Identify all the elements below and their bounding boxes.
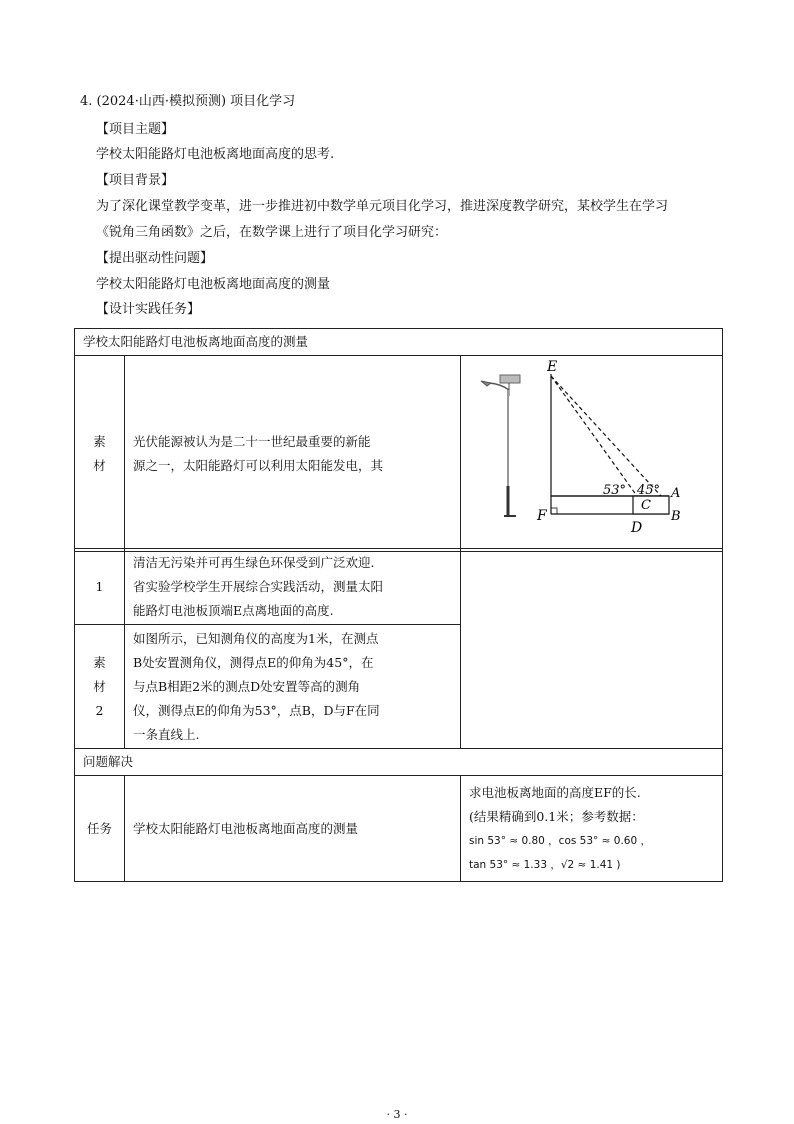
topic-text: 学校太阳能路灯电池板离地面高度的思考. — [96, 147, 335, 162]
driving-question-text: 学校太阳能路灯电池板离地面高度的测量 — [96, 277, 331, 292]
figure-cell — [461, 356, 723, 552]
label-D: D — [631, 520, 643, 536]
label-C: C — [641, 498, 651, 513]
material-table-1 — [74, 328, 723, 552]
material-label: 素 材 — [75, 356, 125, 552]
row1-text: 清洁无污染并可再生绿色环保受到广泛欢迎. 省实验学校学生开展综合实践活动，测量太阳 能路灯电池板顶端E点离地面的高度. — [125, 549, 461, 625]
driving-question-label: 【提出驱动性问题】 — [96, 251, 214, 266]
topic-label: 【项目主题】 — [96, 122, 175, 137]
practice-task-label: 【设计实践任务】 — [96, 302, 201, 317]
row1-label: 1 — [75, 549, 125, 625]
background-text-1: 为了深化课堂教学变革，进一步推进初中数学单元项目化学习，推进深度教学研究，某校学生在学习 — [96, 199, 669, 214]
solve-header: 问题解决 — [75, 749, 723, 776]
question-number: 4. (2024·山西·模拟预测) 项目化学习 — [80, 94, 296, 109]
task-text: 学校太阳能路灯电池板离地面高度的测量 — [125, 776, 461, 882]
task-label: 任务 — [75, 776, 125, 882]
material-table-2 — [74, 548, 723, 882]
task-question: 求电池板离地面的高度EF的长. (结果精确到0.1米；参考数据： sin 53° ≈ 0.80 ，cos 53° ≈ 0.60 ， tan 53° ≈ 1.33 ，√2 ≈ 1.41 ) — [461, 776, 723, 882]
page-number: · 3 · — [386, 1108, 408, 1121]
background-label: 【项目背景】 — [96, 173, 175, 188]
label-angle-45: 45° — [637, 483, 661, 498]
blank-cell — [461, 549, 723, 749]
table-title: 学校太阳能路灯电池板离地面高度的测量 — [75, 329, 723, 356]
row2-text: 如图所示，已知测角仪的高度为1米，在测点 B处安置测角仪，测得点E的仰角为45°，在 与点B相距2米的测点D处安置等高的测角 仪，测得点E的仰角为53°，点B，D与F在同 一条直线上. — [125, 625, 461, 749]
row2-label: 素 材 2 — [75, 625, 125, 749]
material-text: 光伏能源被认为是二十一世纪最重要的新能 源之一，太阳能路灯可以利用太阳能发电，其 — [125, 356, 461, 552]
geometry-figure — [461, 356, 723, 543]
label-E: E — [547, 359, 558, 375]
label-angle-53: 53° — [603, 483, 627, 498]
label-F: F — [537, 508, 547, 524]
label-B: B — [671, 509, 681, 524]
label-A: A — [671, 486, 681, 501]
street-lamp-icon — [481, 375, 520, 516]
background-text-2: 《锐角三角函数》之后，在数学课上进行了项目化学习研究： — [96, 225, 448, 240]
